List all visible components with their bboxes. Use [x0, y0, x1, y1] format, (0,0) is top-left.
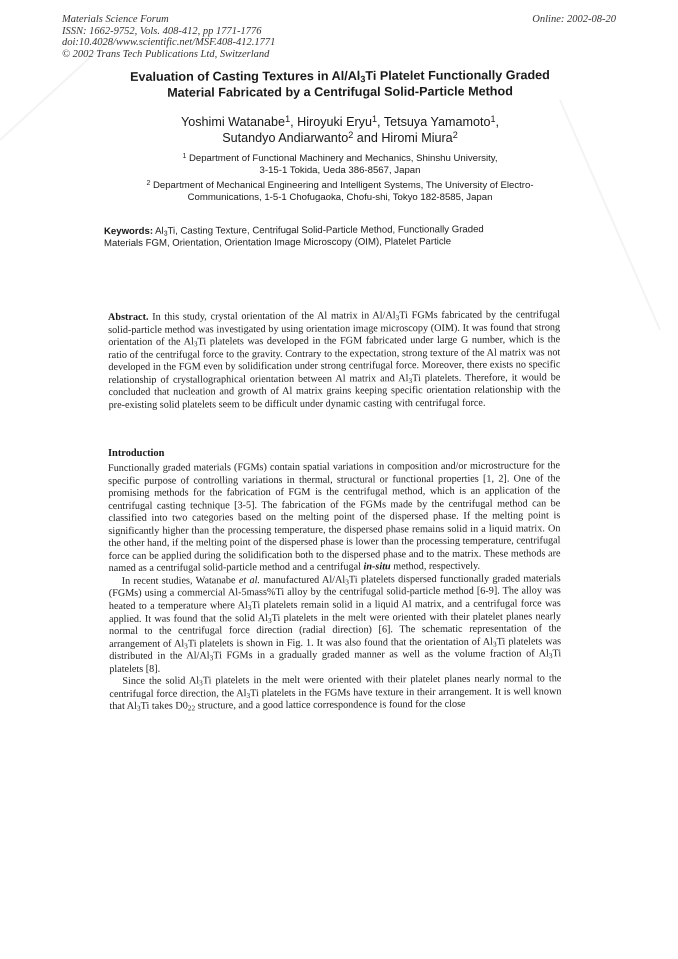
intro-paragraph-3	[109, 674, 561, 714]
journal-meta	[62, 14, 275, 60]
intro-p2-sub-6: 3	[209, 653, 214, 663]
issn-line: ISSN: 1662-9752, Vols. 408-412, pp 1771-1776	[62, 25, 262, 37]
author-1: Yoshimi Watanabe	[180, 115, 286, 129]
author-4: Sutandyo Andiarwanto	[222, 130, 349, 145]
authors-line-2	[80, 131, 600, 147]
abstract-text-4: Ti platelets. Therefore, it would be concluded that nucleation and growth of Al matrix grains keeping specific orientation relationship with the pre-existing solid platelets seem to be difficult under dynamic casting with centrifugal force.	[108, 371, 561, 411]
intro-paragraph-1	[108, 460, 561, 576]
intro-p2-sub-3: 3	[267, 615, 272, 625]
author-1-affil: 1	[285, 113, 291, 124]
intro-p2-a: In recent studies, Watanabe	[121, 575, 239, 587]
introduction-body	[108, 460, 562, 714]
intro-p1-end: method, respectively.	[390, 561, 481, 573]
author-3-affil: 1	[490, 113, 496, 124]
abstract-sub-1: 3	[395, 313, 400, 323]
authors-line-1	[80, 115, 600, 131]
author-2: , Hiroyuki Eryu	[290, 115, 372, 129]
intro-p2-c: Ti platelets dispersed functionally graded materials (FGMs) using a commercial Al-5mass%Ti alloy by the centrifugal solid-particle method [6-9]. The alloy was heated to a temperature where Al	[108, 573, 561, 613]
affiliation-2-text: Department of Mechanical Engineering and Intelligent Systems, The University of Electro-	[150, 180, 534, 191]
intro-p2-f: Ti platelets is shown in Fig. 1. It was also found that the orientation of Al	[187, 636, 493, 650]
title-line-2: Material Fabricated by a Centrifugal Solid-Particle Method	[167, 83, 513, 100]
intro-p3-sub-3: 3	[136, 704, 141, 714]
intro-p3-sub-2: 3	[246, 690, 251, 700]
intro-p3-d: Ti takes D0	[140, 700, 188, 713]
keywords-subscript: 3	[163, 230, 168, 238]
author-2-affil: 1	[372, 113, 378, 124]
paper-title	[80, 68, 600, 101]
title-text-a: Evaluation of Casting Textures in Al/Al	[130, 68, 361, 84]
author-separator: ,	[495, 115, 499, 129]
intro-p3-sub-4: 22	[187, 703, 196, 713]
intro-p1-emphasis: in-situ	[363, 561, 391, 573]
affiliation-1-text: Department of Functional Machinery and Mechanics, Shinshu University,	[186, 153, 498, 164]
keywords-text-b: Ti, Casting Texture, Centrifugal Solid-Particle Method, Functionally Graded Materials FGM, Orientation, Orientation Image Microscopy (OIM), Platelet Particle	[104, 224, 484, 250]
abstract-label: Abstract.	[108, 311, 149, 323]
intro-p2-sub-4: 3	[184, 641, 188, 651]
intro-p2-e: Ti platelets in the melt were oriented with their platelet planes nearly normal to the centrifugal force direction (radial direction) [6]. The schematic representation of the arrangement of Al	[108, 610, 562, 650]
online-date: Online: 2002-08-20	[532, 14, 616, 25]
doi-line[interactable]: doi:10.4028/www.scientific.net/MSF.408-412.1771	[62, 37, 276, 49]
intro-p2-sub-2: 3	[247, 602, 252, 612]
introduction-heading: Introduction	[108, 448, 165, 459]
intro-p3-a: Since the solid Al	[122, 675, 200, 688]
copyright-line: © 2002 Trans Tech Publications Ltd, Switzerland	[62, 48, 270, 60]
affiliation-1-mark: 1	[182, 152, 187, 160]
abstract	[108, 309, 561, 412]
intro-p2-h: Ti FGMs in a gradually graded manner as well as the volume fraction of Al	[213, 648, 549, 662]
keywords-text-a: Al	[152, 225, 164, 237]
title-subscript: 3	[360, 74, 366, 85]
intro-p2-emphasis: et al.	[238, 574, 260, 587]
intro-paragraph-2	[109, 573, 562, 676]
author-list	[80, 115, 600, 146]
author-5-affil: 2	[452, 129, 458, 140]
keywords-label: Keywords:	[103, 225, 154, 238]
affiliation-1-line-1	[80, 153, 600, 165]
title-line-1	[80, 68, 600, 86]
keywords-block	[104, 224, 524, 251]
intro-p3-b: Ti platelets in the melt were oriented with their platelet planes nearly normal to the centrifugal force direction, the Al	[109, 673, 562, 700]
author-5: and Hiromi Miura	[353, 130, 453, 145]
affiliation-2-line-1	[80, 180, 600, 192]
intro-p3-c: Ti platelets in the FGMs have texture in their arrangement. It is well known that Al	[109, 686, 562, 713]
intro-p2-d: Ti platelets remain solid in a liquid Al matrix, and a centrifugal force was applied. It was found that the solid Al	[108, 598, 561, 625]
affiliation-1	[80, 153, 600, 177]
affiliation-1-line-2: 3-15-1 Tokida, Ueda 386-8567, Japan	[259, 165, 421, 176]
author-4-affil: 2	[348, 129, 354, 140]
journal-name: Materials Science Forum	[62, 14, 169, 25]
title-text-b: Ti Platelet Functionally Graded	[365, 68, 550, 83]
intro-p2-sub-7: 3	[548, 651, 553, 661]
intro-p1-text: Functionally graded materials (FGMs) contain spatial variations in composition and/or microstructure for the specific purpose of controlling variations in thermal, structural or functional properties [1, 2]. One of the promising methods for the fabrication of FGM is the centrifugal method, which is an application of the centrifugal casting technique [3-5]. The fabrication of the FGMs made by the centrifugal method can be classified into two categories based on the melting point of the dispersed phase. If the melting point is significantly higher than the processing temperature, the dispersed phase remains solid in a liquid matrix. On the other hand, if the melting point of the dispersed phase is lower than the processing temperature, centrifugal force can be applied during the solidification both to the dispersed phase and to the matrix. These methods are named as a centrifugal solid-particle method and a centrifugal	[108, 460, 561, 575]
intro-p2-sub-5: 3	[492, 639, 497, 649]
abstract-sub-3: 3	[408, 375, 413, 385]
intro-p3-sub-1: 3	[199, 678, 203, 688]
affiliation-2-line-2: Communications, 1-5-1 Chofugaoka, Chofu-shi, Tokyo 182-8585, Japan	[187, 192, 493, 203]
intro-p2-i: Ti platelets [8].	[109, 648, 562, 675]
abstract-sub-2: 3	[193, 339, 198, 349]
affiliation-2-mark: 2	[146, 179, 151, 187]
affiliation-2	[80, 180, 600, 204]
intro-p2-g: Ti platelets was distributed in the Al/Al	[109, 635, 562, 663]
intro-p2-sub-1: 3	[345, 577, 349, 587]
intro-p3-e: structure, and a good lattice correspondence is found for the close	[195, 699, 466, 712]
abstract-text-1: In this study, crystal orientation of the Al matrix in Al/Al	[148, 310, 396, 323]
abstract-text-3: Ti platelets was developed in the FGM fabricated under large G number, which is the ratio of the centrifugal force to the gravity. Contrary to the expectation, strong texture of the Al matrix was not developed in the FGM even by solidification under strong centrifugal force. Moreover, there exists no specific relationship of crystallographical orientation between Al matrix and Al	[108, 334, 561, 386]
intro-p2-b: manufactured Al/Al	[259, 574, 346, 586]
abstract-text-2: Ti FGMs fabricated by the centrifugal solid-particle method was investigated by using orientation image microscopy (OIM). It was found that strong orientation of the Al	[108, 309, 561, 349]
author-3: , Tetsuya Yamamoto	[377, 115, 491, 129]
